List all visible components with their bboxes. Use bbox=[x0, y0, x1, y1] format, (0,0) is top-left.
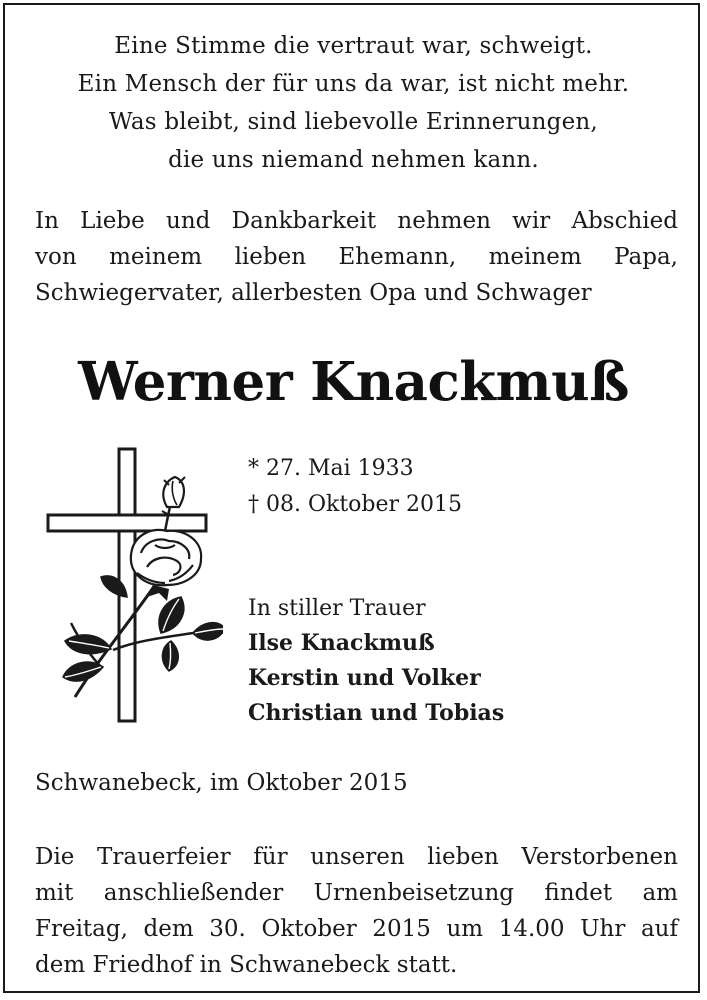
birth-date: * 27. Mai 1933 bbox=[248, 456, 414, 481]
cross-with-rose-icon bbox=[43, 445, 223, 735]
obituary-notice bbox=[3, 3, 700, 993]
intro-line: Schwiegervater, allerbesten Opa und Schwager bbox=[35, 280, 592, 306]
mourning-heading: In stiller Trauer bbox=[248, 596, 426, 621]
mourner-name: Christian und Tobias bbox=[248, 700, 505, 726]
service-line: mit anschließender Urnenbeisetzung findet am bbox=[35, 880, 678, 906]
life-dates bbox=[248, 451, 462, 523]
verse-line: Was bleibt, sind liebevolle Erinnerungen, bbox=[109, 109, 598, 135]
memorial-verse bbox=[5, 27, 702, 179]
funeral-service-info bbox=[35, 839, 678, 983]
intro-line: In Liebe und Dankbarkeit nehmen wir Abschied bbox=[35, 208, 678, 234]
verse-line: die uns niemand nehmen kann. bbox=[168, 147, 539, 173]
verse-line: Ein Mensch der für uns da war, ist nicht mehr. bbox=[77, 71, 630, 97]
verse-line: Eine Stimme die vertraut war, schweigt. bbox=[114, 33, 593, 59]
death-date: † 08. Oktober 2015 bbox=[248, 492, 463, 517]
mourner-name: Ilse Knackmuß bbox=[248, 630, 435, 656]
service-line: Die Trauerfeier für unseren lieben Verstorbenen bbox=[35, 844, 678, 870]
service-line: dem Friedhof in Schwanebeck statt. bbox=[35, 952, 458, 978]
service-line: Freitag, dem 30. Oktober 2015 um 14.00 Uhr auf bbox=[35, 916, 678, 942]
place-and-date: Schwanebeck, im Oktober 2015 bbox=[35, 770, 408, 796]
mourner-name: Kerstin und Volker bbox=[248, 665, 481, 691]
intro-line: von meinem lieben Ehemann, meinem Papa, bbox=[35, 244, 678, 270]
deceased-name: Werner Knackmuß bbox=[78, 351, 629, 413]
mourners-block bbox=[248, 591, 504, 731]
farewell-intro bbox=[35, 203, 678, 311]
